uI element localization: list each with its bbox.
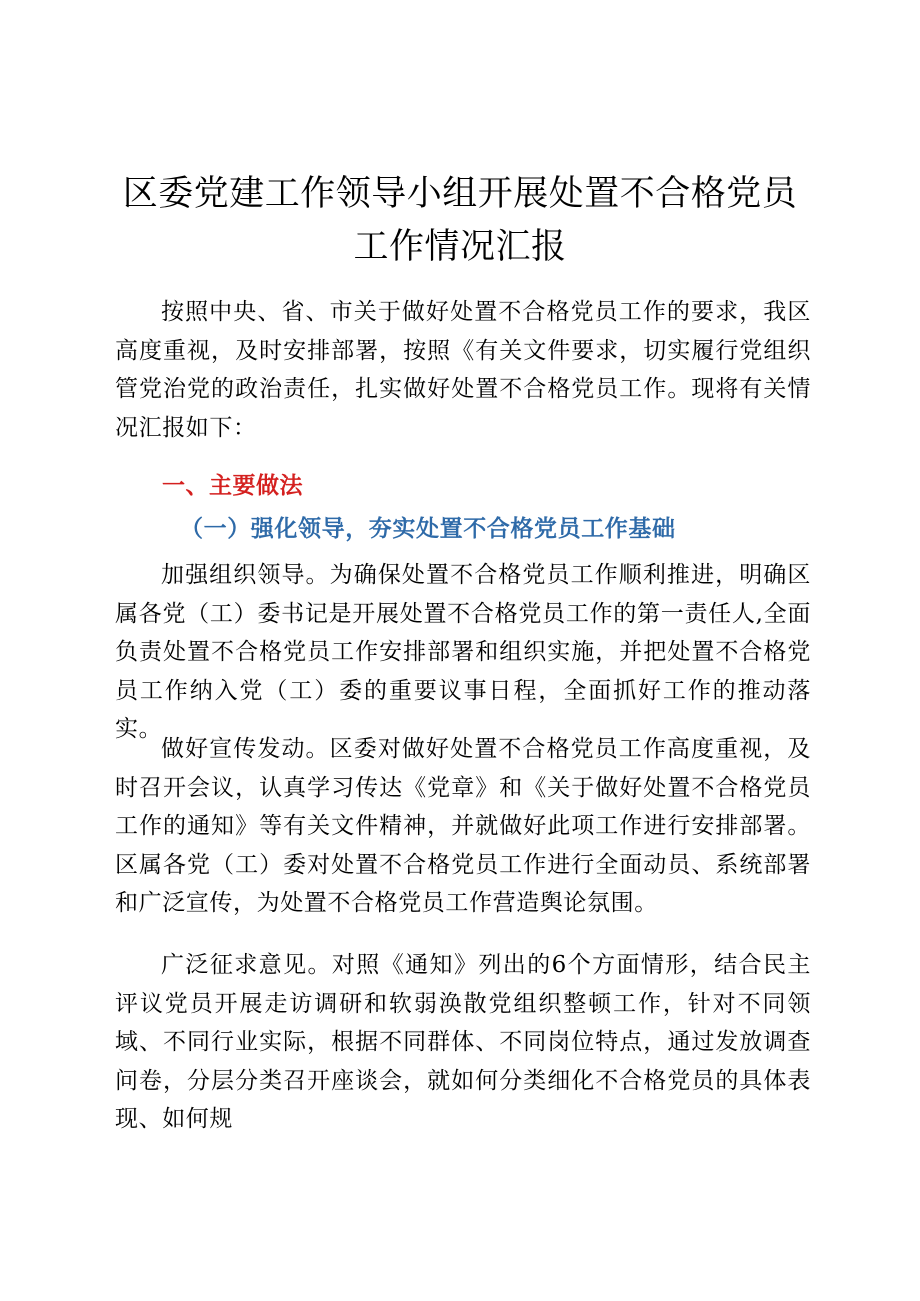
paragraph-organizational-leadership: 加强组织领导。为确保处置不合格党员工作顺利推进，明确区属各党（工）委书记是开展处置不合格党员工作的第一责任人,全面负责处置不合格党员工作安排部署和组织实施，并把处置不合格党员工作纳入党（工）委的重要议事日程，全面抓好工作的推动落实。: [115, 562, 811, 742]
document-title: 区委党建工作领导小组开展处置不合格党员工作情况汇报: [122, 174, 798, 267]
section-heading-main-practices: 一、主要做法: [162, 473, 303, 499]
subsection-heading-strengthen-leadership: （一）强化领导，夯实处置不合格党员工作基础: [180, 515, 676, 542]
intro-paragraph: 按照中央、省、市关于做好处置不合格党员工作的要求，我区高度重视，及时安排部署，按照《有关文件要求，切实履行党组织管党治党的政治责任，扎实做好处置不合格党员工作。现将有关情况汇报如下：: [115, 299, 811, 441]
paragraph-solicit-opinions: 广泛征求意见。对照《通知》列出的6个方面情形，结合民主评议党员开展走访调研和软弱涣散党组织整顿工作，针对不同领域、不同行业实际，根据不同群体、不同岗位特点，通过发放调查问卷，分层分类召开座谈会，就如何分类细化不合格党员的具体表现、如何规: [115, 952, 811, 1132]
paragraph-publicity-mobilization: 做好宣传发动。区委对做好处置不合格党员工作高度重视，及时召开会议，认真学习传达《党章》和《关于做好处置不合格党员工作的通知》等有关文件精神，并就做好此项工作进行安排部署。区属各党（工）委对处置不合格党员工作进行全面动员、系统部署和广泛宣传，为处置不合格党员工作营造舆论氛围。: [115, 736, 811, 916]
